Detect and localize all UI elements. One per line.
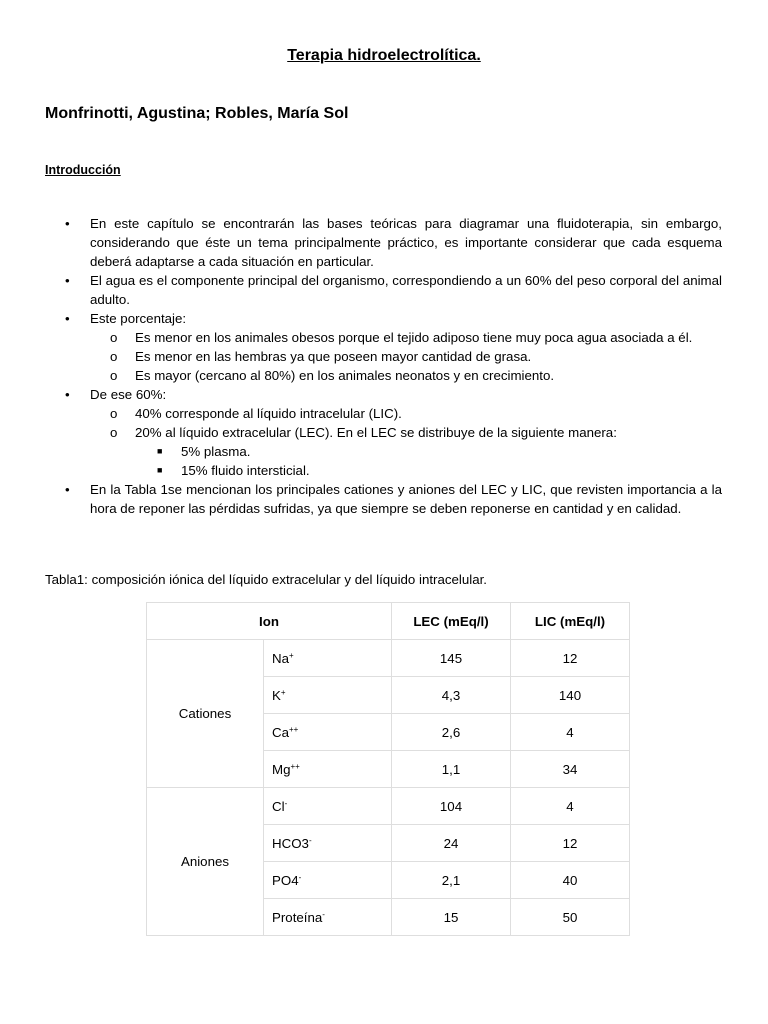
bullet-square-icon: ■ xyxy=(157,446,163,456)
lec-value: 104 xyxy=(392,788,511,825)
bullet-circle-icon: o xyxy=(110,349,118,364)
lec-value: 2,1 xyxy=(392,862,511,899)
ion-composition-table xyxy=(146,602,630,936)
lec-value: 24 xyxy=(392,825,511,862)
ion-name: Mg++ xyxy=(264,751,392,788)
bullet-item xyxy=(45,480,722,518)
section-heading: Introducción xyxy=(45,163,121,177)
table-row xyxy=(147,788,630,825)
ion-name: Cl- xyxy=(264,788,392,825)
sub-bullet-item xyxy=(90,404,722,423)
sub-bullet-text: Es menor en los animales obesos porque el tejido adiposo tiene muy poca agua asociada a él. xyxy=(135,330,693,345)
lec-value: 2,6 xyxy=(392,714,511,751)
table-header-row xyxy=(147,603,630,640)
header-lec: LEC (mEq/l) xyxy=(392,603,511,640)
bullet-circle-icon: o xyxy=(110,406,118,421)
lec-value: 15 xyxy=(392,899,511,936)
header-ion: Ion xyxy=(147,603,392,640)
lic-value: 4 xyxy=(511,714,630,751)
subsub-bullet-text: 5% plasma. xyxy=(181,444,251,459)
lic-value: 12 xyxy=(511,825,630,862)
bullet-text: Este porcentaje: xyxy=(90,311,187,326)
bullet-item xyxy=(45,385,722,480)
bullet-text: En este capítulo se encontrarán las bases teóricas para diagramar una fluidoterapia, sin embargo, considerando que éste un tema principalmente práctico, es importante considerar que cada esquema deberá adaptarse a cada situación en particular. xyxy=(90,216,722,269)
ion-name: HCO3- xyxy=(264,825,392,862)
ion-name: K+ xyxy=(264,677,392,714)
intro-bullet-list xyxy=(45,214,722,518)
ion-name: PO4- xyxy=(264,862,392,899)
subsub-bullet-item xyxy=(135,461,722,480)
sub-bullet-text: Es menor en las hembras ya que poseen mayor cantidad de grasa. xyxy=(135,349,532,364)
subsub-bullet-text: 15% fluido intersticial. xyxy=(181,463,310,478)
bullet-circle-icon: o xyxy=(110,330,118,345)
bullet-dot-icon: • xyxy=(65,273,70,288)
sub-bullet-text: Es mayor (cercano al 80%) en los animales neonatos y en crecimiento. xyxy=(135,368,555,383)
header-lic: LIC (mEq/l) xyxy=(511,603,630,640)
subsub-bullet-item xyxy=(135,442,722,461)
bullet-item xyxy=(45,309,722,385)
lec-value: 145 xyxy=(392,640,511,677)
table-caption: Tabla1: composición iónica del líquido extracelular y del líquido intracelular. xyxy=(45,572,488,587)
lic-value: 34 xyxy=(511,751,630,788)
lec-value: 4,3 xyxy=(392,677,511,714)
group-label-cationes: Cationes xyxy=(147,640,264,788)
bullet-dot-icon: • xyxy=(65,311,70,326)
ion-name: Proteína- xyxy=(264,899,392,936)
ion-name: Na+ xyxy=(264,640,392,677)
sub-bullet-item xyxy=(90,423,722,480)
document-title: Terapia hidroelectrolítica. xyxy=(287,47,481,64)
table-row xyxy=(147,640,630,677)
bullet-text: El agua es el componente principal del organismo, correspondiendo a un 60% del peso corporal del animal adulto. xyxy=(90,273,722,307)
bullet-dot-icon: • xyxy=(65,216,70,231)
lic-value: 40 xyxy=(511,862,630,899)
lic-value: 4 xyxy=(511,788,630,825)
bullet-dot-icon: • xyxy=(65,387,70,402)
sub-bullet-text: 40% corresponde al líquido intracelular (LIC). xyxy=(135,406,402,421)
bullet-circle-icon: o xyxy=(110,425,118,440)
bullet-item xyxy=(45,214,722,271)
bullet-text: En la Tabla 1se mencionan los principales cationes y aniones del LEC y LIC, que revisten importancia a la hora de reponer las pérdidas sufridas, ya que siempre se deben reponerse en cantidad y en calidad. xyxy=(90,482,722,516)
bullet-dot-icon: • xyxy=(65,482,70,497)
lic-value: 50 xyxy=(511,899,630,936)
group-label-aniones: Aniones xyxy=(147,788,264,936)
bullet-circle-icon: o xyxy=(110,368,118,383)
lic-value: 12 xyxy=(511,640,630,677)
sub-bullet-text: 20% al líquido extracelular (LEC). En el LEC se distribuye de la siguiente manera: xyxy=(135,425,617,440)
bullet-text: De ese 60%: xyxy=(90,387,167,402)
ion-name: Ca++ xyxy=(264,714,392,751)
sub-bullet-item xyxy=(90,347,722,366)
sub-bullet-item xyxy=(90,328,722,347)
lec-value: 1,1 xyxy=(392,751,511,788)
lic-value: 140 xyxy=(511,677,630,714)
bullet-item xyxy=(45,271,722,309)
authors: Monfrinotti, Agustina; Robles, María Sol xyxy=(45,105,349,122)
sub-bullet-item xyxy=(90,366,722,385)
bullet-square-icon: ■ xyxy=(157,465,163,475)
